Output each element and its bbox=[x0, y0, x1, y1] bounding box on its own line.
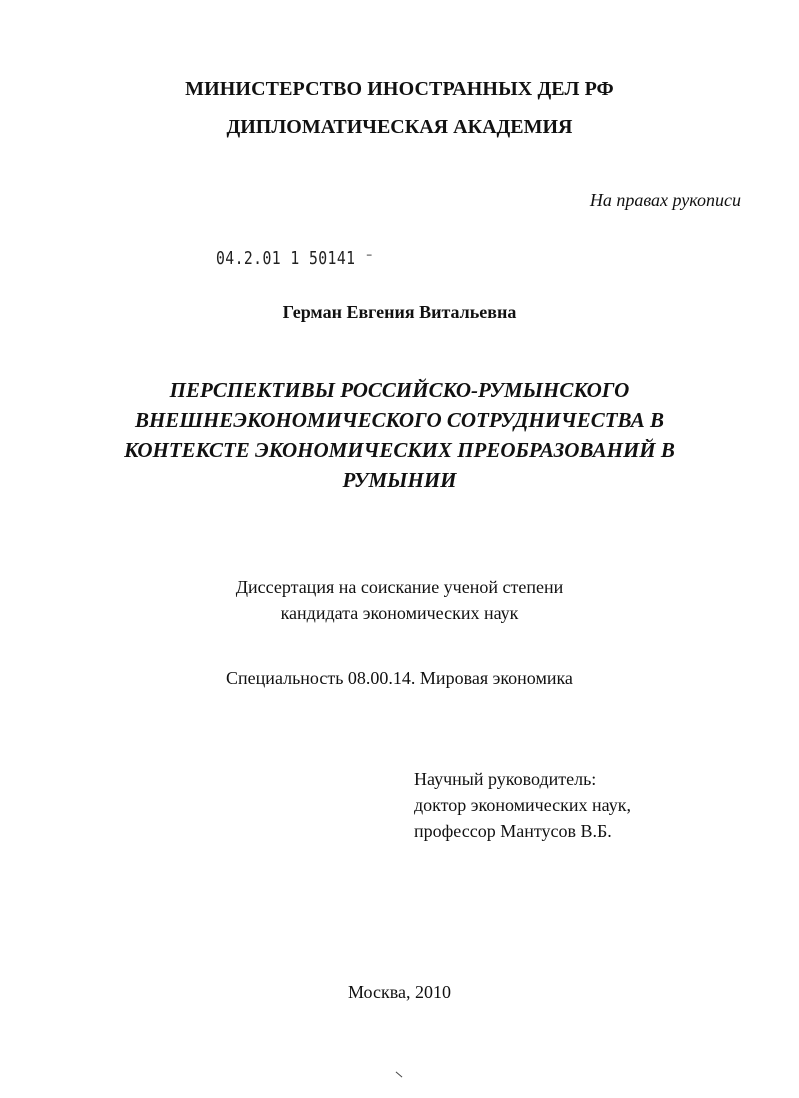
scan-mark bbox=[396, 1072, 403, 1078]
title-line: РУМЫНИИ bbox=[342, 468, 457, 492]
ministry-heading: МИНИСТЕРСТВО ИНОСТРАННЫХ ДЕЛ РФ bbox=[185, 78, 614, 100]
manuscript-rights-note: На правах рукописи bbox=[589, 190, 741, 210]
author-name: Герман Евгения Витальевна bbox=[282, 302, 517, 322]
specialty-line: Специальность 08.00.14. Мировая экономика bbox=[226, 668, 573, 688]
city-year: Москва, 2010 bbox=[348, 982, 451, 1002]
title-line: ВНЕШНЕЭКОНОМИЧЕСКОГО СОТРУДНИЧЕСТВА В bbox=[134, 408, 665, 432]
registration-code: 04.2.01 1 50141 ⁻ bbox=[216, 248, 375, 269]
degree-line: Диссертация на соискание ученой степени bbox=[235, 577, 564, 597]
degree-line: кандидата экономических наук bbox=[280, 603, 519, 623]
advisor-line: доктор экономических наук, bbox=[414, 795, 631, 815]
academy-heading: ДИПЛОМАТИЧЕСКАЯ АКАДЕМИЯ bbox=[226, 116, 573, 138]
advisor-line: Научный руководитель: bbox=[414, 769, 597, 789]
dissertation-title bbox=[0, 375, 799, 495]
advisor-line: профессор Мантусов В.Б. bbox=[414, 821, 612, 841]
title-line: ПЕРСПЕКТИВЫ РОССИЙСКО-РУМЫНСКОГО bbox=[169, 378, 630, 402]
scientific-advisor bbox=[414, 766, 631, 844]
title-line: КОНТЕКСТЕ ЭКОНОМИЧЕСКИХ ПРЕОБРАЗОВАНИЙ В bbox=[124, 438, 675, 462]
degree-statement bbox=[0, 574, 799, 626]
